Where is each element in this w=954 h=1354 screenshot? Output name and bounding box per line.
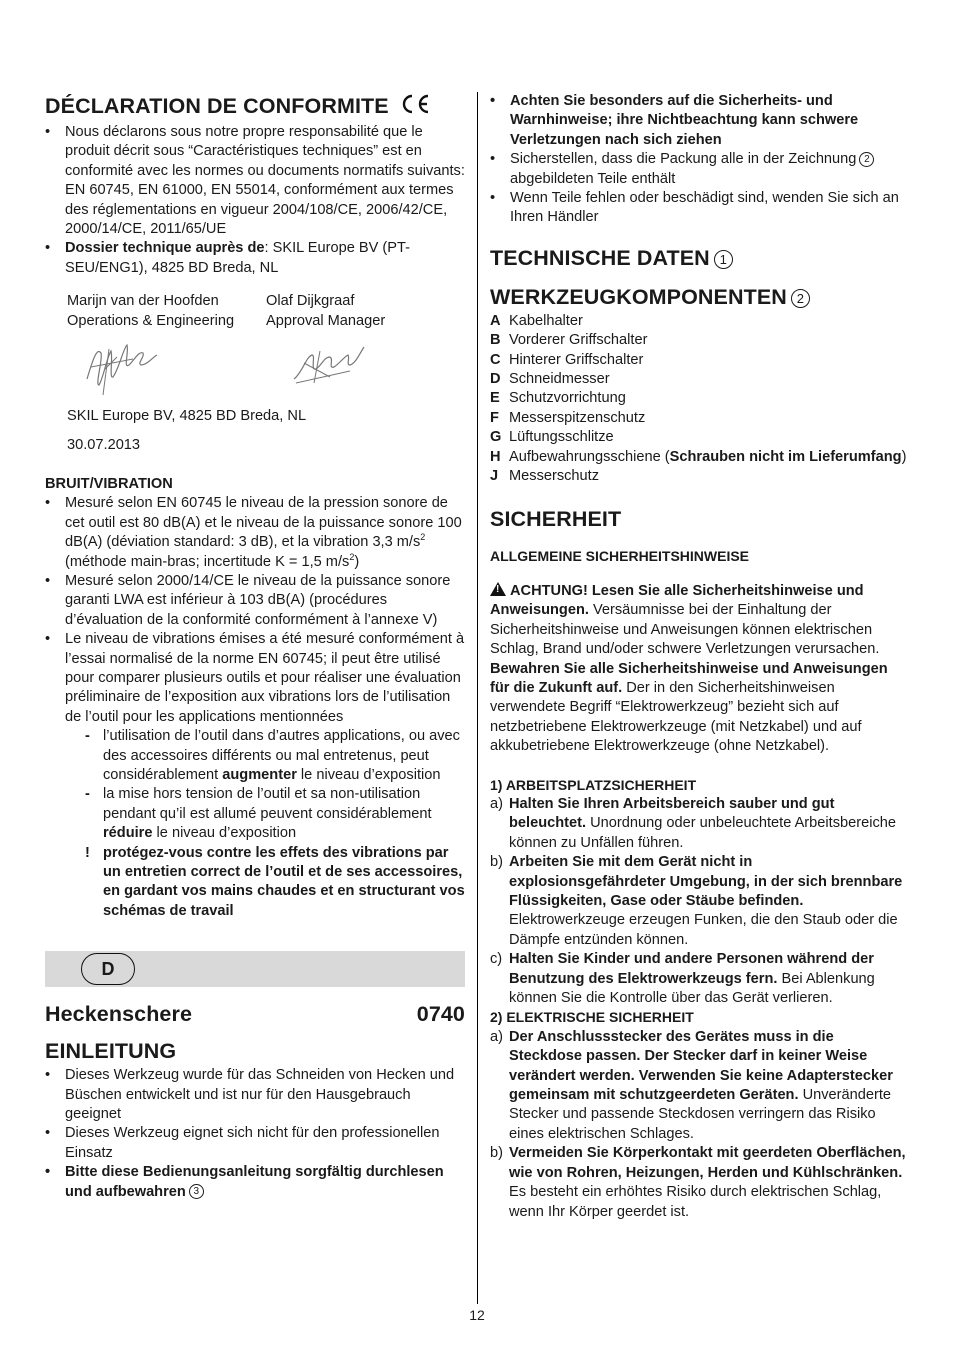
declaration-item: • Nous déclarons sous notre propre responsabilité que le produit décrit sous “Caractéristiques techniques” est en conformité avec les normes ou documents normatifs suivants: EN 60745, EN 61000, EN 55014, conformément aux termes des réglementations en vigueur 2004/108/CE, 2006/42/CE, 2000/14/CE, 2011/65/UE bbox=[45, 123, 465, 239]
safety-rule: c) Halten Sie Kinder und andere Personen während der Benutzung des Elektrowerkzeugs fern. Bei Ablenkung können Sie die Kontrolle über das Gerät verlieren. bbox=[490, 951, 875, 1007]
safety-rule: b) Vermeiden Sie Körperkontakt mit geerdeten Oberflächen, wie von Rohren, Heizungen, Herden und Kühlschränken. Es besteht ein erhöhtes Risiko durch elektrischen Schlag, wenn Ihr Körper geerdet ist. bbox=[490, 1145, 906, 1220]
component-item: J Messerschutz bbox=[490, 468, 600, 485]
tool-components-heading: WERKZEUGKOMPONENTEN 2 bbox=[490, 283, 910, 311]
signatory-name: Olaf Dijkgraaf bbox=[266, 293, 355, 310]
language-bar bbox=[45, 951, 465, 987]
warning-triangle-icon bbox=[490, 582, 506, 596]
exposure-warning: ! protégez-vous contre les effets des vibrations par un entretien correct de l’outil et de ses accessoires, en gardant vos mains chaudes et en structurant vos schémas de travail bbox=[85, 844, 465, 922]
figure-ref-icon: 3 bbox=[189, 1184, 204, 1199]
electrical-safety-heading: 2) ELEKTRISCHE SICHERHEIT bbox=[490, 1009, 694, 1026]
noise-item: • Mesuré selon EN 60745 le niveau de la pression sonore de cet outil est 80 dB(A) et le niveau de la puissance sonore 100 dB(A) (déviation standard: 3 dB), et la vibration 3,3 $m/s^2$ (méthode main-bras; incertitude K = 1,5 $m/s^2$) bbox=[45, 494, 465, 572]
safety-rule: b) Arbeiten Sie mit dem Gerät nicht in explosionsgefährdeter Umgebung, in der sich brennbare Flüssigkeiten, Gase oder Stäube befinden. Elektrowerkzeuge erzeugen Funken, die den Staub oder die Dämpfe entzünden können. bbox=[490, 854, 903, 948]
noise-item: • Mesuré selon 2000/14/CE le niveau de la puissance sonore garanti LWA est inférieur à 103 dB(A) (procédures d’évaluation de la conformité conformément à l’annexe V) bbox=[45, 572, 465, 630]
safety-rule: a) Halten Sie Ihren Arbeitsbereich sauber und gut beleuchtet. Unordnung oder unbeleuchtete Arbeitsbereiche können zu Unfällen führen. bbox=[490, 795, 896, 851]
workplace-safety-heading: 1) ARBEITSPLATZSICHERHEIT bbox=[490, 776, 697, 793]
signature-image bbox=[290, 343, 368, 389]
component-item: H Aufbewahrungsschiene (Schrauben nicht im Lieferumfang) bbox=[490, 448, 907, 465]
product-header bbox=[45, 1000, 465, 1028]
exposure-note: - l’utilisation de l’outil dans d’autres applications, ou avec des accessoires différents ou mal entretenus, peut considérablement augmenter le niveau d’exposition bbox=[85, 727, 465, 785]
figure-ref-icon: 1 bbox=[714, 250, 733, 269]
noise-vibration-heading: BRUIT/VIBRATION bbox=[45, 475, 173, 492]
component-item: B Vorderer Griffschalter bbox=[490, 332, 648, 349]
signature-image bbox=[83, 339, 163, 397]
declaration-date: 30.07.2013 bbox=[67, 437, 141, 454]
component-item: G Lüftungsschlitze bbox=[490, 429, 614, 446]
component-item: A Kabelhalter bbox=[490, 312, 583, 329]
component-item: E Schutzvorrichtung bbox=[490, 390, 626, 407]
right-column bbox=[490, 92, 910, 1222]
signatory-table bbox=[45, 292, 465, 331]
left-column bbox=[45, 92, 465, 1202]
signatory-name: Marijn van der Hoofden bbox=[67, 293, 219, 310]
signatory-role: Approval Manager bbox=[266, 312, 386, 329]
signatory-role: Operations & Engineering bbox=[67, 312, 235, 329]
page-number: 12 bbox=[469, 1307, 485, 1323]
figure-ref-icon: 2 bbox=[791, 289, 810, 308]
intro-item: • Sicherstellen, dass die Packung alle in der Zeichnung 2 abgebildeten Teile enthält bbox=[490, 150, 910, 189]
component-item: F Messerspitzenschutz bbox=[490, 409, 646, 426]
figure-ref-icon: 2 bbox=[859, 152, 874, 167]
declaration-heading bbox=[45, 92, 465, 120]
product-model: 0740 bbox=[416, 1002, 465, 1027]
signatures bbox=[45, 331, 465, 403]
einleitung-heading: EINLEITUNG bbox=[45, 1039, 177, 1064]
product-name: Heckenschere bbox=[45, 1002, 193, 1027]
intro-item: • Achten Sie besonders auf die Sicherheits- und Warnhinweise; ihre Nichtbeachtung kann schwere Verletzungen nach sich ziehen bbox=[490, 92, 910, 150]
component-list bbox=[490, 312, 910, 487]
company-address: SKIL Europe BV, 4825 BD Breda, NL bbox=[67, 408, 307, 425]
noise-item: • Le niveau de vibrations émises a été mesuré conformément à l’essai normalisé de la norme EN 60745; il peut être utilisé pour comparer plusieurs outils et pour réaliser une évaluation préliminaire de l’exposition aux vibrations lors de l’utilisation de l’outil pour les applications mentionnées - l’utilisation de l’outil dans d’autres applications, ou avec des accessoires différents ou mal entretenus, peut considérablement augmenter le niveau d’exposition - la mise hors tension de l’outil et sa non-utilisation pendant qu’il est allumé peuvent considérablement réduire le niveau d’exposition ! protégez-vous contre les effets des vibrations par un entretien correct de l’outil et de ses accessoires, en gardant vos mains chaudes et en structurant vos schémas de travail bbox=[45, 630, 465, 921]
intro-item: • Dieses Werkzeug eignet sich nicht für den professionellen Einsatz bbox=[45, 1124, 465, 1163]
intro-item: • Wenn Teile fehlen oder beschädigt sind, wenden Sie sich an Ihren Händler bbox=[490, 189, 910, 228]
safety-rule: a) Der Anschlussstecker des Gerätes muss in die Steckdose passen. Der Stecker darf in keiner Weise verändert werden. Verwenden Sie keine Adapterstecker gemeinsam mit schutzgeerdeten Geräten. Unveränderte Stecker und passende Steckdosen verringern das Risiko eines elektrischen Schlages. bbox=[490, 1028, 893, 1142]
intro-item: • Dieses Werkzeug wurde für das Schneiden von Hecken und Büschen entwickelt und ist nur für den Hausgebrauch geeignet bbox=[45, 1066, 465, 1124]
exposure-note: - la mise hors tension de l’outil et sa non-utilisation pendant qu’il est allumé peuvent considérablement réduire le niveau d’exposition bbox=[85, 785, 465, 843]
safety-heading: SICHERHEIT bbox=[490, 506, 622, 531]
safety-warning-paragraph: !ACHTUNG! Lesen Sie alle Sicherheitshinweise und Anweisungen. Versäumnisse bei der Einhaltung der Sicherheitshinweise und Anweisungen können elektrischen Schlag, Brand und/oder schwere Verletzungen verursachen. Bewahren Sie alle Sicherheitshinweise und Anweisungen für die Zukunft auf. Der in den Sicherheitshinweisen verwendete Begriff “Elektrowerkzeug” bezieht sich auf netzbetriebene Elektrowerkzeuge (mit Netzkabel) und auf akkubetriebene Elektrowerkzeuge (ohne Netzkabel). bbox=[490, 582, 910, 757]
component-item: C Hinterer Griffschalter bbox=[490, 351, 644, 368]
declaration-item: • Dossier technique auprès de: SKIL Europe BV (PT-SEU/ENG1), 4825 BD Breda, NL bbox=[45, 239, 465, 278]
ce-mark-icon bbox=[399, 94, 431, 114]
intro-item: • Bitte diese Bedienungsanleitung sorgfältig durchlesen und aufbewahren 3 bbox=[45, 1163, 465, 1202]
general-safety-heading: ALLGEMEINE SICHERHEITSHINWEISE bbox=[490, 547, 750, 564]
declaration-title: DÉCLARATION DE CONFORMITE bbox=[45, 94, 389, 118]
component-item: D Schneidmesser bbox=[490, 371, 610, 388]
language-badge: D bbox=[81, 953, 135, 985]
technical-data-heading: TECHNISCHE DATEN 1 bbox=[490, 244, 910, 272]
column-divider bbox=[477, 92, 478, 1304]
